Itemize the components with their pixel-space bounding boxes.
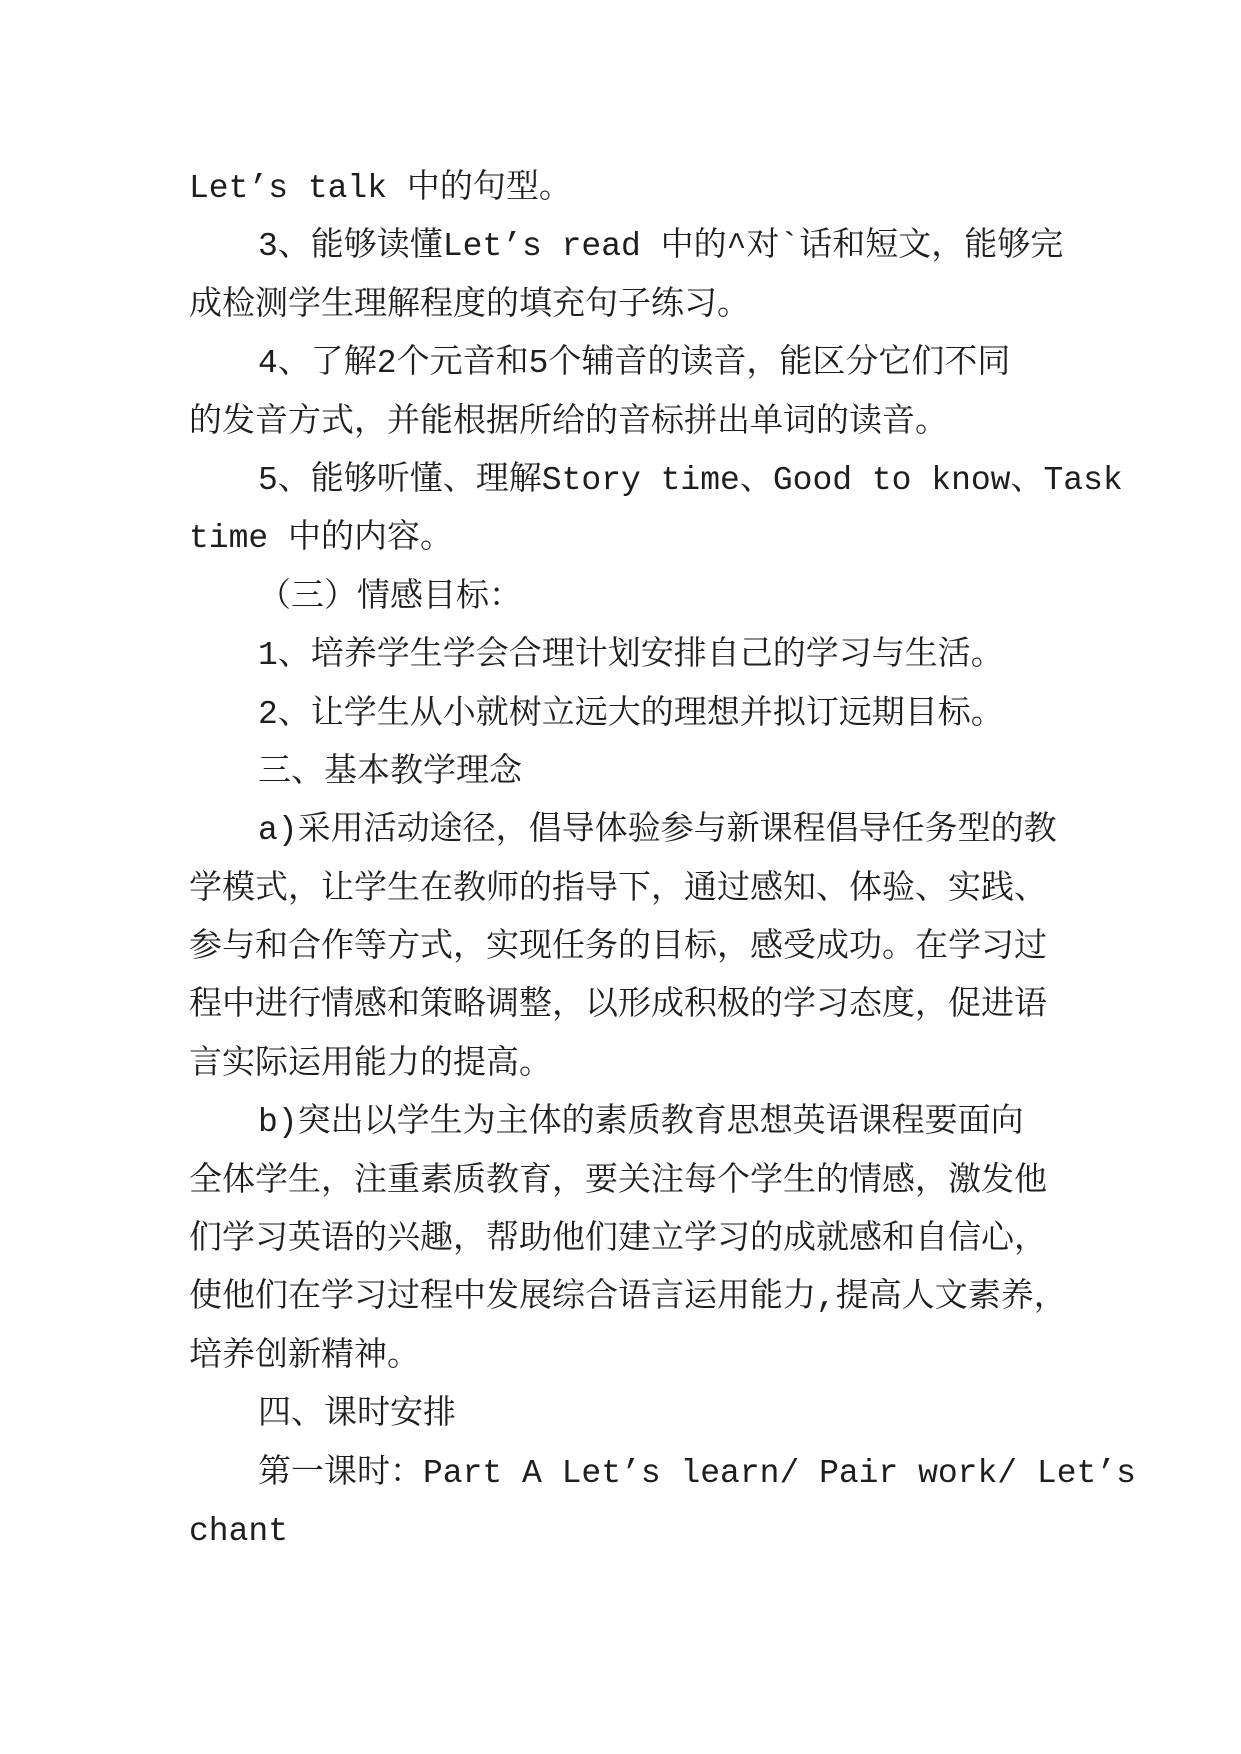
text-line: 培养创新精神。 <box>189 1337 420 1375</box>
objective-item-5: 5、能够听懂、理解Story time、Good to know、Task <box>258 461 1123 499</box>
text-line: 参与和合作等方式，实现任务的目标，感受成功。在学习过 <box>189 929 1047 967</box>
text-line: 言实际运用能力的提高。 <box>189 1045 552 1083</box>
section-heading-teaching-philosophy: 三、基本教学理念 <box>258 753 522 791</box>
objective-item-3: 3、能够读懂Let’s read 中的^对`话和短文，能够完 <box>258 228 1064 266</box>
philosophy-item-a: a)采用活动途径，倡导体验参与新课程倡导任务型的教 <box>258 812 1057 850</box>
philosophy-item-b: b)突出以学生为主体的素质教育思想英语课程要面向 <box>258 1104 1024 1142</box>
emotional-goal-item-2: 2、让学生从小就树立远大的理想并拟订远期目标。 <box>258 695 1004 733</box>
text-line: 成检测学生理解程度的填充句子练习。 <box>189 286 750 324</box>
section-heading-emotional-goals: （三）情感目标： <box>258 578 522 616</box>
text-line: 程中进行情感和策略调整，以形成积极的学习态度，促进语 <box>189 987 1047 1025</box>
text-line: chant <box>189 1512 289 1550</box>
text-line: Let’s talk 中的句型。 <box>189 170 572 207</box>
text-line: 使他们在学习过程中发展综合语言运用能力,提高人文素养， <box>189 1279 1067 1317</box>
section-heading-lesson-schedule: 四、课时安排 <box>258 1396 456 1434</box>
text-line: time 中的内容。 <box>189 520 454 558</box>
text-line: 的发音方式，并能根据所给的音标拼出单词的读音。 <box>189 403 948 441</box>
lesson-item-1: 第一课时：Part A Let’s learn/ Pair work/ Let’s <box>258 1454 1136 1492</box>
document-body <box>189 160 1136 1561</box>
text-line: 全体学生，注重素质教育，要关注每个学生的情感，激发他 <box>189 1162 1047 1200</box>
text-line: 学模式，让学生在教师的指导下，通过感知、体验、实践、 <box>189 870 1047 908</box>
objective-item-4: 4、了解2个元音和5个辅音的读音，能区分它们不同 <box>258 345 1011 383</box>
emotional-goal-item-1: 1、培养学生学会合理计划安排自己的学习与生活。 <box>258 637 1004 675</box>
text-line: 们学习英语的兴趣，帮助他们建立学习的成就感和自信心， <box>189 1221 1047 1259</box>
